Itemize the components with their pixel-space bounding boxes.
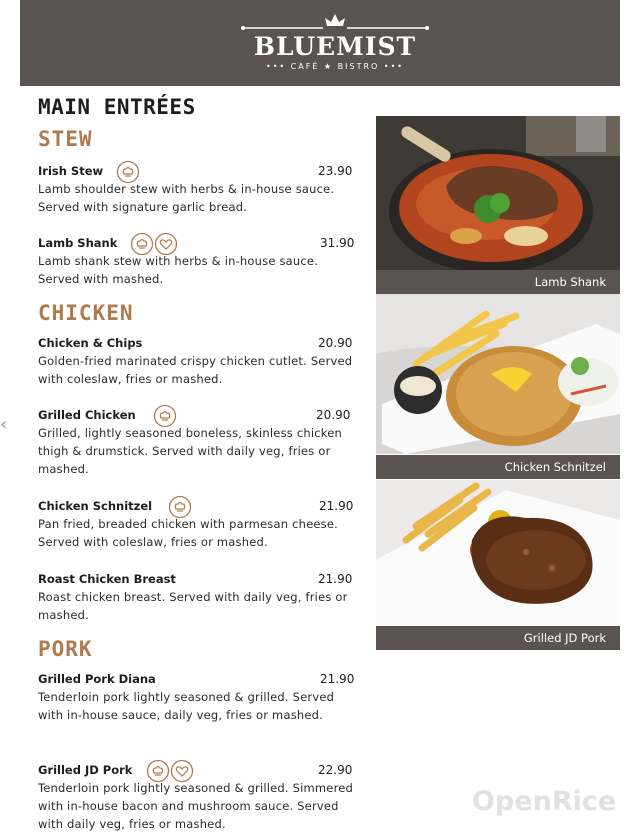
item-price: 23.90 [318,164,353,178]
previous-page-arrow-icon[interactable]: ‹ [0,414,8,435]
grilled-jd-pork-photo [376,480,620,626]
item-description: Pan fried, breaded chicken with parmesan cheese. Served with coleslaw, fries or mashed. [38,517,338,549]
item-price: 21.90 [320,672,355,686]
item-name: Lamb Shank [38,236,118,250]
item-description: Grilled, lightly seasoned boneless, skinless chicken thigh & drumstick. Served with daily veg, fries or mashed. [38,426,342,476]
item-description: Golden-fried marinated crispy chicken cutlet. Served with coleslaw, fries or mashed. [38,354,353,386]
item-price: 31.90 [320,236,355,250]
brand-tagline: ••• CAFÉ ★ BISTRO ••• [265,62,405,71]
item-name: Irish Stew [38,164,104,178]
item-price: 22.90 [318,763,353,777]
item-description: Lamb shoulder stew with herbs & in-house sauce. Served with signature garlic bread. [38,182,335,214]
brand-logo [225,10,445,80]
photo-caption [376,270,620,294]
watermark: OpenRice [472,786,617,817]
item-name: Roast Chicken Breast [38,572,176,586]
item-name: Chicken Schnitzel [38,499,153,513]
brand-name: BLUEMIST [253,32,417,61]
lamb-shank-photo [376,116,620,270]
section-title-stew: STEW [38,127,93,151]
photo-caption [376,455,620,479]
page-title: MAIN ENTRÉES [38,95,196,119]
section-title-pork: PORK [38,637,93,661]
header-banner [20,0,620,86]
item-description: Lamb shank stew with herbs & in-house sauce. Served with mashed. [38,254,319,286]
item-description: Tenderloin pork lightly seasoned & grilled. Served with in-house sauce, daily veg, fries or mashed. [38,690,335,722]
chicken-schnitzel-photo [376,294,620,454]
item-price: 21.90 [318,572,353,586]
item-price: 20.90 [318,336,353,350]
caption-text: Chicken Schnitzel [504,460,606,474]
section-title-chicken: CHICKEN [38,301,134,325]
item-name: Grilled Chicken [38,408,136,422]
caption-text: Lamb Shank [534,275,606,289]
item-name: Chicken & Chips [38,336,143,350]
item-description: Tenderloin pork lightly seasoned & grilled. Simmered with in-house bacon and mushroom sauce. Served with daily veg, fries or mashed. [38,781,354,831]
item-description: Roast chicken breast. Served with daily veg, fries or mashed. [38,590,348,622]
caption-text: Grilled JD Pork [523,631,606,645]
item-name: Grilled JD Pork [38,763,133,777]
item-price: 20.90 [316,408,351,422]
photo-caption [376,626,620,650]
item-price: 21.90 [319,499,354,513]
item-name: Grilled Pork Diana [38,672,156,686]
